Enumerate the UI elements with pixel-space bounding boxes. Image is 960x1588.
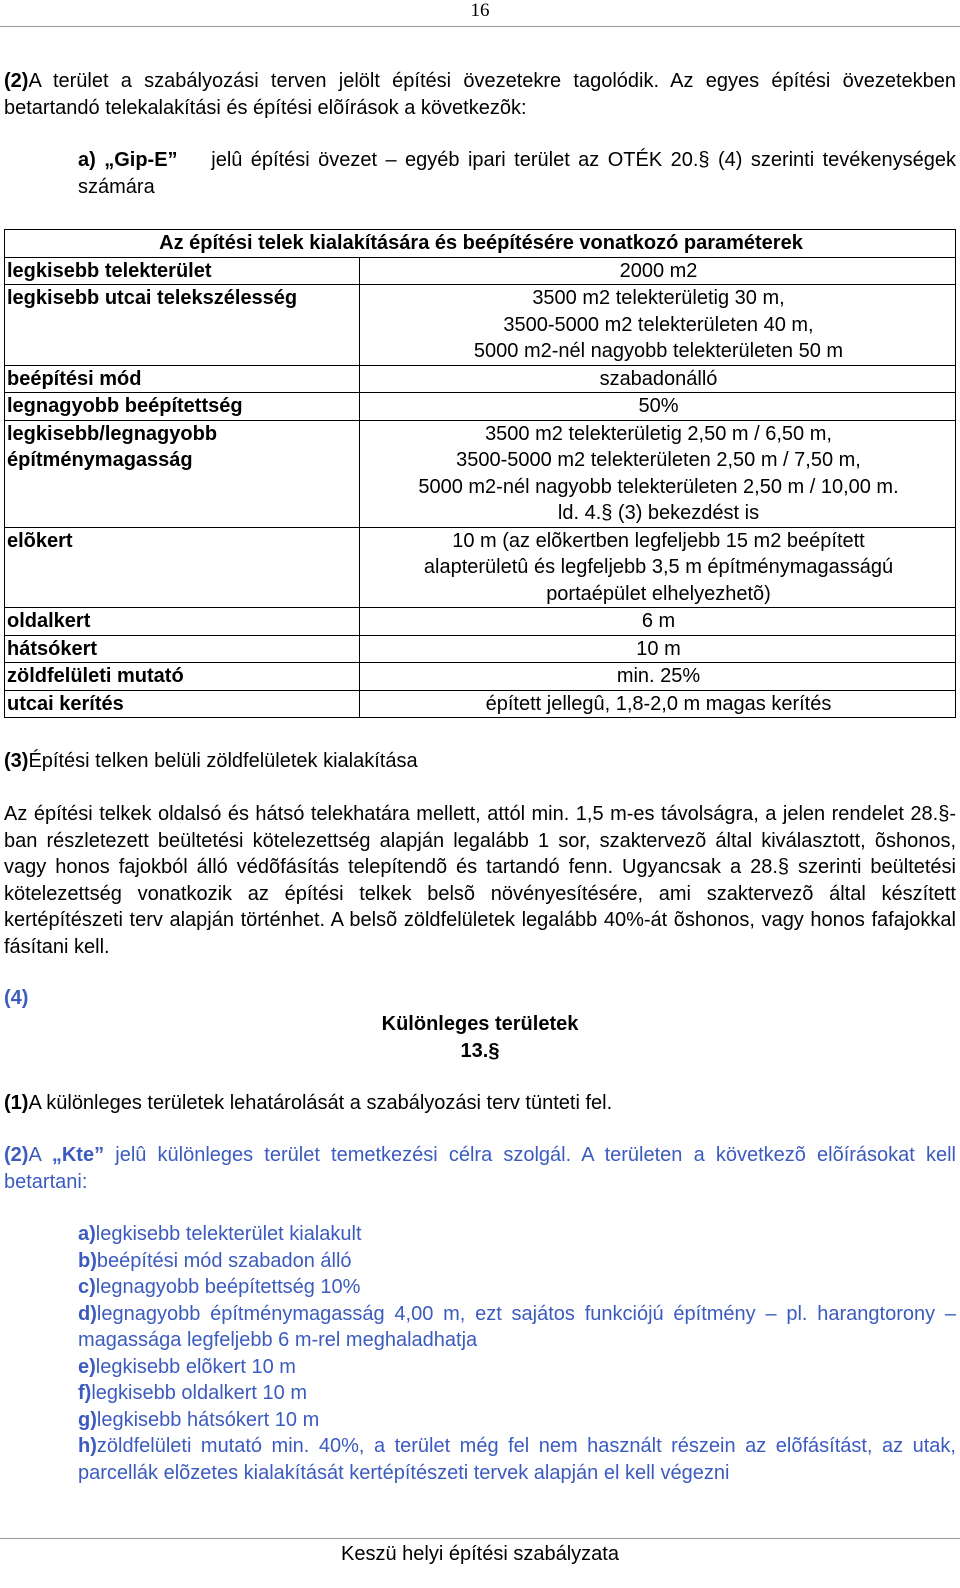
p2-prefix: A (28, 1144, 41, 1166)
row-key: oldalkert (5, 608, 360, 636)
parameters-table (4, 229, 956, 718)
p2-label: (2) (4, 1144, 29, 1166)
table-row (5, 420, 956, 527)
row-key: legkisebb telekterület (5, 257, 360, 285)
list-item: d)legnagyobb építménymagasság 4,00 m, ezt sajátos funkciójú építmény – pl. harangtorony – magassága legfeljebb 6 m-rel meghaladhatja (78, 1302, 956, 1351)
intro-text: A terület a szabályozási terven jelölt építési övezetekre tagolódik. Az egyes építési övezetekben betartandó telekalakítási és építési elõírások a következõk: (4, 70, 956, 119)
row-key: utcai kerítés (5, 690, 360, 718)
row-key: legkisebb/legnagyobb építménymagasság (5, 420, 360, 527)
section-3-heading (4, 748, 956, 775)
row-value: 2000 m2 (360, 257, 956, 285)
page-number: 16 (470, 0, 490, 21)
row-value: 10 m (360, 635, 956, 663)
p2-paragraph (4, 1142, 956, 1195)
section-3-label: (3) (4, 750, 29, 772)
list-item: e)legkisebb elõkert 10 m (78, 1355, 296, 1378)
list-item: a)legkisebb telekterület kialakult (78, 1223, 362, 1245)
row-value: 50% (360, 393, 956, 421)
list-item: g)legkisebb hátsókert 10 m (78, 1408, 320, 1431)
p1-label: (1) (4, 1092, 29, 1114)
row-key: hátsókert (5, 635, 360, 663)
table-header-row (5, 230, 956, 258)
intro-label: (2) (4, 70, 29, 92)
row-value: 3500 m2 telekterületig 2,50 m / 6,50 m, 3500-5000 m2 telekterületen 2,50 m / 7,50 m, 5000 m2-nél nagyobb telekterületen 2,50 m / 10,00 m. ld. 4.§ (3) bekezdést is (360, 420, 956, 527)
table-row (5, 608, 956, 636)
row-key: legnagyobb beépítettség (5, 393, 360, 421)
list-item: c)legnagyobb beépítettség 10% (78, 1276, 361, 1298)
table-row (5, 365, 956, 393)
row-key: beépítési mód (5, 365, 360, 393)
intro-paragraph (4, 68, 956, 121)
row-value: 6 m (360, 608, 956, 636)
list-item: h)zöldfelületi mutató min. 40%, a terület még fel nem használt részein az elõfásítást, az utak, parcellák elõzetes kialakítását kertépítészeti tervek alapján el kell végezni (78, 1435, 956, 1484)
zone-a-label: a) „Gip-E” (78, 149, 178, 171)
table-row (5, 257, 956, 285)
requirements-list (78, 1221, 956, 1486)
table-row (5, 527, 956, 608)
list-item: b)beépítési mód szabadon álló (78, 1249, 352, 1272)
section-3-title: Építési telken belüli zöldfelületek kialakítása (28, 750, 418, 772)
paragraph-number: 13.§ (460, 1040, 500, 1062)
row-value: épített jellegû, 1,8-2,0 m magas kerítés (360, 690, 956, 718)
row-value: szabadonálló (360, 365, 956, 393)
table-row (5, 690, 956, 718)
list-item: f)legkisebb oldalkert 10 m (78, 1382, 308, 1404)
row-value: 3500 m2 telekterületig 30 m, 3500-5000 m2 telekterületen 40 m, 5000 m2-nél nagyobb telekterületen 50 m (360, 285, 956, 366)
section-4-title: Különleges területek (381, 1013, 579, 1035)
row-key: zöldfelületi mutató (5, 663, 360, 691)
table-header: Az építési telek kialakítására és beépítésére vonatkozó paraméterek (5, 230, 956, 258)
zone-a-text: jelû építési övezet – egyéb ipari terület az OTÉK 20.§ (4) szerinti tevékenységek számára (78, 149, 957, 198)
header-rule (0, 26, 960, 27)
p1-text: A különleges területek lehatárolását a szabályozási terv tünteti fel. (28, 1092, 613, 1114)
footer-text: Keszü helyi építési szabályzata (341, 1543, 619, 1565)
table-row (5, 663, 956, 691)
p2-text: jelû különleges terület temetkezési célra szolgál. A területen a következõ elõírásokat kell betartani: (4, 1144, 957, 1193)
p1-paragraph (4, 1090, 956, 1117)
row-value: min. 25% (360, 663, 956, 691)
table-row (5, 285, 956, 366)
section-4-label: (4) (4, 987, 29, 1009)
footer-rule (0, 1538, 960, 1539)
zone-a-paragraph (78, 147, 956, 200)
row-key: elõkert (5, 527, 360, 608)
p2-code: „Kte” (51, 1144, 105, 1166)
table-row (5, 393, 956, 421)
row-key: legkisebb utcai telekszélesség (5, 285, 360, 366)
table-row (5, 635, 956, 663)
section-3-paragraph: Az építési telkek oldalsó és hátsó telekhatára mellett, attól min. 1,5 m-es távolságra, a jelen rendelet 28.§-ban részletezett beültetési kötelezettség alapján legalább 1 sor, szaktervezõ által kiválasztott, õshonos, vagy honos fajokból álló védõfásítás telepítendõ és tartandó fenn. Ugyancsak a 28.§ szerinti beültetési kötelezettség vonatkozik az építési telkek belsõ növényesítésére, ami szaktervezõ által készített kertépítészeti terv alapján történhet. A belsõ zöldfelületek legalább 40%-át õshonos, vagy honos fafajokkal fásítani kell. (4, 803, 956, 958)
row-value: 10 m (az elõkertben legfeljebb 15 m2 beépített alapterületû és legfeljebb 3,5 m építménymagasságú portaépület elhelyezhetõ) (360, 527, 956, 608)
